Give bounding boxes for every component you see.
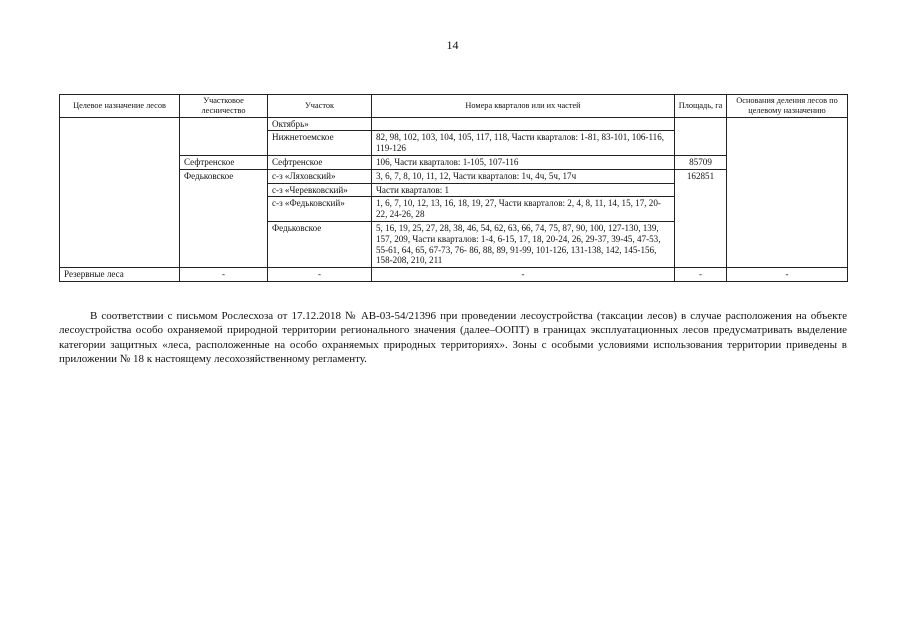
section-cell: Сефтренское	[268, 155, 372, 169]
forestry-cell: Федьковское	[180, 169, 268, 267]
section-cell: Федьковское	[268, 221, 372, 267]
area-cell: 162851	[675, 169, 727, 267]
forest-table	[59, 94, 848, 282]
section-cell: -	[268, 268, 372, 282]
quarters-cell: 106, Части кварталов: 1-105, 107-116	[372, 155, 675, 169]
section-cell: с-з «Федьковский»	[268, 197, 372, 222]
section-cell: Нижнетоемское	[268, 131, 372, 156]
section-cell: Октябрь»	[268, 117, 372, 131]
header-forestry: Участковое лесничество	[180, 95, 268, 118]
purpose-cell	[60, 117, 180, 268]
area-cell: -	[675, 268, 727, 282]
header-area: Площадь, га	[675, 95, 727, 118]
basis-cell	[727, 117, 848, 268]
table-row-reserve	[60, 268, 848, 282]
header-section: Участок	[268, 95, 372, 118]
section-cell: с-з «Ляховский»	[268, 169, 372, 183]
body-paragraph: В соответствии с письмом Рослесхоза от 17.12.2018 № АВ-03-54/21396 при проведении лесоустройства (таксации лесов) в случае расположения на объекте лесоустройства особо охраняемой природной территории регионального значения (далее–ООПТ) в границах эксплуатационных лесов предусматривать выделение категории защитных «леса, расположенные на особо охраняемых природных территориях». Зоны с особыми условиями использования территории приведены в приложении № 18 к настоящему лесохозяйственному регламенту.	[59, 310, 847, 365]
header-quarters: Номера кварталов или их частей	[372, 95, 675, 118]
forestry-cell: -	[180, 268, 268, 282]
section-cell: с-з «Черевковский»	[268, 183, 372, 197]
table-row	[60, 117, 848, 131]
header-basis: Основания деления лесов по целевому назначению	[727, 95, 848, 118]
quarters-cell: 3, 6, 7, 8, 10, 11, 12, Части кварталов: 1ч, 4ч, 5ч, 17ч	[372, 169, 675, 183]
header-purpose: Целевое назначение лесов	[60, 95, 180, 118]
forestry-cell: Сефтренское	[180, 155, 268, 169]
basis-cell: -	[727, 268, 848, 282]
quarters-cell: 1, 6, 7, 10, 12, 13, 16, 18, 19, 27, Части кварталов: 2, 4, 8, 11, 14, 15, 17, 20-22, 24-26, 28	[372, 197, 675, 222]
quarters-cell: 82, 98, 102, 103, 104, 105, 117, 118, Части кварталов: 1-81, 83-101, 106-116, 119-126	[372, 131, 675, 156]
table-header-row	[60, 95, 848, 118]
quarters-cell	[372, 117, 675, 131]
page-number: 14	[446, 38, 459, 52]
quarters-cell: -	[372, 268, 675, 282]
area-cell	[675, 117, 727, 155]
forestry-cell	[180, 117, 268, 155]
purpose-cell: Резервные леса	[60, 268, 180, 282]
quarters-cell: 5, 16, 19, 25, 27, 28, 38, 46, 54, 62, 63, 66, 74, 75, 87, 90, 100, 127-130, 139, 157, 209, Части кварталов: 1-4, 6-15, 17, 18, 20-24, 26, 29-37, 39-45, 47-53, 55-61, 64, 65, 67-73, 76- 86, 88, 89, 91-99, 101-126, 131-138, 142, 145-156, 158-208, 210, 211	[372, 221, 675, 267]
area-cell: 85709	[675, 155, 727, 169]
quarters-cell: Части кварталов: 1	[372, 183, 675, 197]
